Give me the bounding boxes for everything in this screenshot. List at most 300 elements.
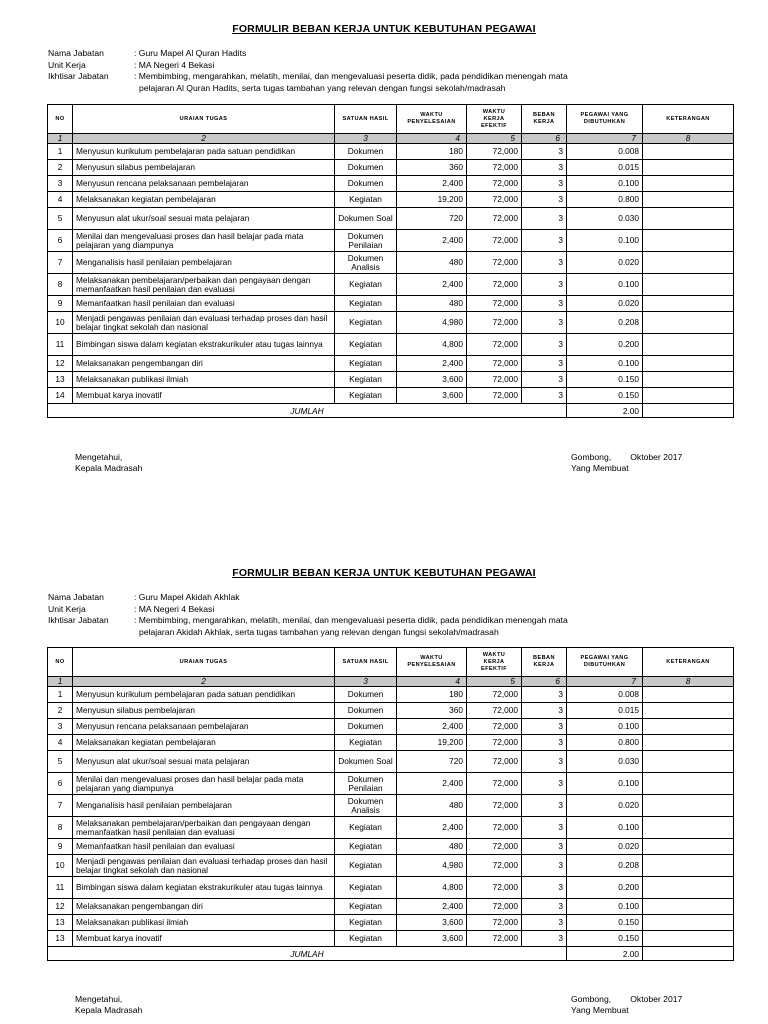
row-waktu-efektif: 72,000 bbox=[467, 144, 522, 160]
row-uraian: Menjadi pengawas penilaian dan evaluasi terhadap proses dan hasil belajar tingkat sekolah dan nasional bbox=[73, 855, 335, 877]
table-row bbox=[48, 356, 734, 372]
workload-table bbox=[47, 104, 734, 418]
row-satuan: Kegiatan bbox=[335, 735, 397, 751]
row-uraian: Membuat karya inovatif bbox=[73, 388, 335, 404]
row-pegawai-dibutuhkan: 0.100 bbox=[567, 356, 643, 372]
jumlah-value: 2.00 bbox=[567, 404, 643, 418]
row-no: 2 bbox=[48, 160, 73, 176]
row-waktu-penyelesaian: 3,600 bbox=[397, 372, 467, 388]
row-waktu-penyelesaian: 4,800 bbox=[397, 334, 467, 356]
row-waktu-penyelesaian: 180 bbox=[397, 687, 467, 703]
row-beban-kerja: 3 bbox=[522, 931, 567, 947]
col-pegawai-header bbox=[567, 648, 643, 677]
row-keterangan bbox=[643, 252, 734, 274]
row-waktu-efektif: 72,000 bbox=[467, 208, 522, 230]
header-line: PENYELESAIAN bbox=[407, 119, 456, 125]
row-waktu-penyelesaian: 2,400 bbox=[397, 719, 467, 735]
row-keterangan bbox=[643, 687, 734, 703]
row-beban-kerja: 3 bbox=[522, 855, 567, 877]
row-uraian: Bimbingan siswa dalam kegiatan ekstrakurikuler atau tugas lainnya bbox=[73, 334, 335, 356]
row-waktu-efektif: 72,000 bbox=[467, 703, 522, 719]
row-waktu-efektif: 72,000 bbox=[467, 735, 522, 751]
row-uraian: Menganalisis hasil penilaian pembelajaran bbox=[73, 252, 335, 274]
table-row bbox=[48, 176, 734, 192]
table-row bbox=[48, 855, 734, 877]
row-satuan: Dokumen Soal bbox=[335, 751, 397, 773]
row-keterangan bbox=[643, 855, 734, 877]
table-row bbox=[48, 915, 734, 931]
row-satuan: Kegiatan bbox=[335, 931, 397, 947]
col-waktu-penyelesaian-header bbox=[397, 648, 467, 677]
row-no: 8 bbox=[48, 274, 73, 296]
row-waktu-penyelesaian: 480 bbox=[397, 252, 467, 274]
row-satuan: Dokumen bbox=[335, 160, 397, 176]
row-no: 12 bbox=[48, 356, 73, 372]
header-line: KERJA bbox=[483, 658, 505, 665]
row-waktu-penyelesaian: 3,600 bbox=[397, 388, 467, 404]
row-no: 5 bbox=[48, 751, 73, 773]
row-beban-kerja: 3 bbox=[522, 252, 567, 274]
row-satuan: Kegiatan bbox=[335, 334, 397, 356]
row-no: 11 bbox=[48, 877, 73, 899]
row-waktu-penyelesaian: 19,200 bbox=[397, 735, 467, 751]
row-beban-kerja: 3 bbox=[522, 687, 567, 703]
row-pegawai-dibutuhkan: 0.150 bbox=[567, 372, 643, 388]
row-waktu-penyelesaian: 180 bbox=[397, 144, 467, 160]
table-row bbox=[48, 773, 734, 795]
table-row bbox=[48, 703, 734, 719]
row-pegawai-dibutuhkan: 0.100 bbox=[567, 176, 643, 192]
row-waktu-efektif: 72,000 bbox=[467, 192, 522, 208]
table-row bbox=[48, 144, 734, 160]
row-no: 3 bbox=[48, 176, 73, 192]
row-beban-kerja: 3 bbox=[522, 144, 567, 160]
row-keterangan bbox=[643, 334, 734, 356]
workload-table bbox=[47, 647, 734, 961]
row-uraian: Melaksanakan pembelajaran/perbaikan dan pengayaan dengan memanfaatkan hasil penilaian dan evaluasi bbox=[73, 274, 335, 296]
row-no: 4 bbox=[48, 192, 73, 208]
row-beban-kerja: 3 bbox=[522, 817, 567, 839]
jumlah-keterangan bbox=[643, 947, 734, 961]
column-number: 7 bbox=[567, 134, 643, 144]
row-waktu-penyelesaian: 720 bbox=[397, 751, 467, 773]
row-beban-kerja: 3 bbox=[522, 296, 567, 312]
row-uraian: Menyusun silabus pembelajaran bbox=[73, 160, 335, 176]
column-number: 7 bbox=[567, 677, 643, 687]
row-uraian: Menilai dan mengevaluasi proses dan hasil belajar pada mata pelajaran yang diampunya bbox=[73, 773, 335, 795]
row-keterangan bbox=[643, 773, 734, 795]
column-number: 5 bbox=[467, 677, 522, 687]
row-no: 7 bbox=[48, 795, 73, 817]
column-number: 3 bbox=[335, 134, 397, 144]
row-pegawai-dibutuhkan: 0.200 bbox=[567, 877, 643, 899]
row-keterangan bbox=[643, 176, 734, 192]
row-beban-kerja: 3 bbox=[522, 915, 567, 931]
ikhtisar-label: Ikhtisar Jabatan bbox=[48, 71, 109, 81]
row-pegawai-dibutuhkan: 0.100 bbox=[567, 230, 643, 252]
column-number: 6 bbox=[522, 677, 567, 687]
row-uraian: Melaksanakan kegiatan pembelajaran bbox=[73, 192, 335, 208]
header-row bbox=[48, 105, 734, 134]
row-uraian: Menyusun alat ukur/soal sesuai mata pelajaran bbox=[73, 751, 335, 773]
row-waktu-efektif: 72,000 bbox=[467, 296, 522, 312]
row-uraian: Menilai dan mengevaluasi proses dan hasil belajar pada mata pelajaran yang diampunya bbox=[73, 230, 335, 252]
column-number: 8 bbox=[643, 677, 734, 687]
row-satuan: Kegiatan bbox=[335, 855, 397, 877]
row-waktu-penyelesaian: 2,400 bbox=[397, 356, 467, 372]
unit-kerja-label: Unit Kerja bbox=[48, 59, 86, 70]
row-satuan: Kegiatan bbox=[335, 388, 397, 404]
form-title: FORMULIR BEBAN KERJA UNTUK KEBUTUHAN PEGAWAI bbox=[232, 567, 536, 579]
row-satuan: Kegiatan bbox=[335, 877, 397, 899]
row-pegawai-dibutuhkan: 0.100 bbox=[567, 719, 643, 735]
row-waktu-penyelesaian: 4,980 bbox=[397, 312, 467, 334]
row-waktu-penyelesaian: 3,600 bbox=[397, 915, 467, 931]
row-beban-kerja: 3 bbox=[522, 703, 567, 719]
table-row bbox=[48, 312, 734, 334]
table-row bbox=[48, 839, 734, 855]
header-line: EFEKTIF bbox=[480, 665, 508, 672]
row-satuan: Dokumen Penilaian bbox=[335, 773, 397, 795]
jumlah-keterangan bbox=[643, 404, 734, 418]
column-number: 2 bbox=[73, 677, 335, 687]
form-meta bbox=[48, 48, 714, 94]
row-no: 3 bbox=[48, 719, 73, 735]
place-date-text: Gombong, Oktober 2017 bbox=[571, 994, 683, 1004]
row-no: 11 bbox=[48, 334, 73, 356]
header-line: WAKTU bbox=[482, 651, 506, 658]
row-pegawai-dibutuhkan: 0.020 bbox=[567, 252, 643, 274]
row-keterangan bbox=[643, 160, 734, 176]
row-waktu-efektif: 72,000 bbox=[467, 274, 522, 296]
row-satuan: Dokumen bbox=[335, 703, 397, 719]
row-no: 12 bbox=[48, 899, 73, 915]
column-number: 1 bbox=[48, 134, 73, 144]
row-uraian: Menyusun kurikulum pembelajaran pada satuan pendidikan bbox=[73, 144, 335, 160]
row-satuan: Kegiatan bbox=[335, 372, 397, 388]
row-keterangan bbox=[643, 899, 734, 915]
row-pegawai-dibutuhkan: 0.100 bbox=[567, 773, 643, 795]
ikhtisar-line-1: : Membimbing, mengarahkan, melatih, menilai, dan mengevaluasi peserta didik, pada pendidikan menengah mata bbox=[134, 71, 568, 81]
table-row bbox=[48, 931, 734, 947]
row-satuan: Kegiatan bbox=[335, 839, 397, 855]
row-waktu-efektif: 72,000 bbox=[467, 372, 522, 388]
row-keterangan bbox=[643, 703, 734, 719]
row-waktu-penyelesaian: 720 bbox=[397, 208, 467, 230]
row-pegawai-dibutuhkan: 0.015 bbox=[567, 160, 643, 176]
row-waktu-efektif: 72,000 bbox=[467, 160, 522, 176]
kepala-madrasah-text: Kepala Madrasah bbox=[75, 463, 143, 473]
table-row bbox=[48, 751, 734, 773]
row-waktu-penyelesaian: 2,400 bbox=[397, 176, 467, 192]
row-beban-kerja: 3 bbox=[522, 356, 567, 372]
row-beban-kerja: 3 bbox=[522, 230, 567, 252]
row-keterangan bbox=[643, 931, 734, 947]
table-row bbox=[48, 372, 734, 388]
row-waktu-efektif: 72,000 bbox=[467, 839, 522, 855]
row-waktu-efektif: 72,000 bbox=[467, 334, 522, 356]
row-waktu-penyelesaian: 4,800 bbox=[397, 877, 467, 899]
row-uraian: Melaksanakan publikasi ilmiah bbox=[73, 372, 335, 388]
row-uraian: Bimbingan siswa dalam kegiatan ekstrakurikuler atau tugas lainnya bbox=[73, 877, 335, 899]
row-no: 8 bbox=[48, 817, 73, 839]
form-title: FORMULIR BEBAN KERJA UNTUK KEBUTUHAN PEGAWAI bbox=[232, 23, 536, 35]
row-satuan: Kegiatan bbox=[335, 817, 397, 839]
row-waktu-efektif: 72,000 bbox=[467, 312, 522, 334]
row-satuan: Kegiatan bbox=[335, 312, 397, 334]
row-keterangan bbox=[643, 230, 734, 252]
row-waktu-efektif: 72,000 bbox=[467, 931, 522, 947]
row-no: 14 bbox=[48, 388, 73, 404]
row-pegawai-dibutuhkan: 0.020 bbox=[567, 296, 643, 312]
nama-jabatan-label: Nama Jabatan bbox=[48, 48, 104, 58]
row-no: 1 bbox=[48, 687, 73, 703]
table-row bbox=[48, 877, 734, 899]
signature-left bbox=[75, 452, 142, 474]
row-satuan: Dokumen Soal bbox=[335, 208, 397, 230]
jumlah-label: JUMLAH bbox=[48, 947, 567, 961]
row-pegawai-dibutuhkan: 0.800 bbox=[567, 192, 643, 208]
jumlah-label: JUMLAH bbox=[48, 404, 567, 418]
row-uraian: Memanfaatkan hasil penilaian dan evaluasi bbox=[73, 839, 335, 855]
row-no: 6 bbox=[48, 773, 73, 795]
row-waktu-penyelesaian: 480 bbox=[397, 839, 467, 855]
row-waktu-efektif: 72,000 bbox=[467, 855, 522, 877]
header-line: BEBAN bbox=[533, 112, 555, 118]
col-beban-header bbox=[522, 105, 567, 134]
row-satuan: Kegiatan bbox=[335, 899, 397, 915]
nama-jabatan-label: Nama Jabatan bbox=[48, 592, 104, 602]
col-beban-header bbox=[522, 648, 567, 677]
row-waktu-efektif: 72,000 bbox=[467, 795, 522, 817]
row-beban-kerja: 3 bbox=[522, 192, 567, 208]
table-row bbox=[48, 817, 734, 839]
row-uraian: Melaksanakan pembelajaran/perbaikan dan pengayaan dengan memanfaatkan hasil penilaian dan evaluasi bbox=[73, 817, 335, 839]
table-row bbox=[48, 687, 734, 703]
unit-kerja-value: : MA Negeri 4 Bekasi bbox=[134, 59, 215, 70]
row-pegawai-dibutuhkan: 0.008 bbox=[567, 144, 643, 160]
row-satuan: Kegiatan bbox=[335, 296, 397, 312]
row-pegawai-dibutuhkan: 0.100 bbox=[567, 274, 643, 296]
row-no: 6 bbox=[48, 230, 73, 252]
column-number: 4 bbox=[397, 134, 467, 144]
col-uraian-header: URAIAN TUGAS bbox=[73, 105, 335, 134]
table-row bbox=[48, 388, 734, 404]
row-pegawai-dibutuhkan: 0.030 bbox=[567, 751, 643, 773]
col-satuan-header: SATUAN HASIL bbox=[335, 105, 397, 134]
row-waktu-efektif: 72,000 bbox=[467, 719, 522, 735]
row-uraian: Menyusun alat ukur/soal sesuai mata pelajaran bbox=[73, 208, 335, 230]
row-beban-kerja: 3 bbox=[522, 899, 567, 915]
header-line: DIBUTUHKAN bbox=[583, 119, 626, 125]
row-satuan: Dokumen bbox=[335, 176, 397, 192]
row-satuan: Kegiatan bbox=[335, 915, 397, 931]
row-keterangan bbox=[643, 719, 734, 735]
header-line: PEGAWAI YANG bbox=[580, 112, 629, 118]
kepala-madrasah-text: Kepala Madrasah bbox=[75, 1005, 143, 1015]
table-row bbox=[48, 795, 734, 817]
row-uraian: Menyusun rencana pelaksanaan pembelajaran bbox=[73, 176, 335, 192]
row-satuan: Dokumen bbox=[335, 144, 397, 160]
row-uraian: Menganalisis hasil penilaian pembelajaran bbox=[73, 795, 335, 817]
row-beban-kerja: 3 bbox=[522, 334, 567, 356]
yang-membuat-text: Yang Membuat bbox=[571, 1005, 629, 1015]
col-keterangan-header: KETERANGAN bbox=[643, 105, 734, 134]
table-row bbox=[48, 735, 734, 751]
nama-jabatan-value: : Guru Mapel Al Quran Hadits bbox=[134, 48, 247, 58]
row-uraian: Melaksanakan publikasi ilmiah bbox=[73, 915, 335, 931]
row-satuan: Kegiatan bbox=[335, 274, 397, 296]
column-number: 2 bbox=[73, 134, 335, 144]
row-pegawai-dibutuhkan: 0.100 bbox=[567, 899, 643, 915]
row-waktu-efektif: 72,000 bbox=[467, 773, 522, 795]
col-waktu-penyelesaian-header bbox=[397, 105, 467, 134]
row-waktu-efektif: 72,000 bbox=[467, 899, 522, 915]
signature-right bbox=[571, 452, 682, 474]
row-pegawai-dibutuhkan: 0.020 bbox=[567, 795, 643, 817]
row-waktu-penyelesaian: 480 bbox=[397, 795, 467, 817]
row-uraian: Melaksanakan kegiatan pembelajaran bbox=[73, 735, 335, 751]
table-row bbox=[48, 252, 734, 274]
col-waktu-efektif-header bbox=[467, 105, 522, 134]
row-beban-kerja: 3 bbox=[522, 735, 567, 751]
signature-left bbox=[75, 994, 142, 1016]
row-keterangan bbox=[643, 372, 734, 388]
column-number: 8 bbox=[643, 134, 734, 144]
ikhtisar-line-2: pelajaran Akidah Akhlak, serta tugas tambahan yang relevan dengan fungsi sekolah/madrasah bbox=[139, 626, 499, 637]
row-keterangan bbox=[643, 296, 734, 312]
header-line: EFEKTIF bbox=[480, 122, 508, 129]
row-beban-kerja: 3 bbox=[522, 839, 567, 855]
row-pegawai-dibutuhkan: 0.800 bbox=[567, 735, 643, 751]
row-uraian: Menjadi pengawas penilaian dan evaluasi terhadap proses dan hasil belajar tingkat sekolah dan nasional bbox=[73, 312, 335, 334]
col-keterangan-header: KETERANGAN bbox=[643, 648, 734, 677]
yang-membuat-text: Yang Membuat bbox=[571, 463, 629, 473]
column-number-row bbox=[48, 134, 734, 144]
row-no: 1 bbox=[48, 144, 73, 160]
row-waktu-penyelesaian: 2,400 bbox=[397, 817, 467, 839]
row-beban-kerja: 3 bbox=[522, 160, 567, 176]
row-pegawai-dibutuhkan: 0.200 bbox=[567, 334, 643, 356]
row-beban-kerja: 3 bbox=[522, 274, 567, 296]
row-pegawai-dibutuhkan: 0.150 bbox=[567, 931, 643, 947]
table-row bbox=[48, 719, 734, 735]
row-no: 5 bbox=[48, 208, 73, 230]
header-line: BEBAN bbox=[533, 655, 555, 661]
table-row bbox=[48, 208, 734, 230]
row-no: 7 bbox=[48, 252, 73, 274]
column-number-row bbox=[48, 677, 734, 687]
row-keterangan bbox=[643, 839, 734, 855]
row-beban-kerja: 3 bbox=[522, 208, 567, 230]
row-uraian: Melaksanakan pengembangan diri bbox=[73, 356, 335, 372]
col-satuan-header: SATUAN HASIL bbox=[335, 648, 397, 677]
column-number: 6 bbox=[522, 134, 567, 144]
row-no: 10 bbox=[48, 312, 73, 334]
place-date-text: Gombong, Oktober 2017 bbox=[571, 452, 683, 462]
mengetahui-text: Mengetahui, bbox=[75, 452, 123, 462]
row-waktu-efektif: 72,000 bbox=[467, 356, 522, 372]
row-satuan: Dokumen Analisis bbox=[335, 252, 397, 274]
col-no-header: NO bbox=[48, 105, 73, 134]
row-satuan: Kegiatan bbox=[335, 192, 397, 208]
col-waktu-efektif-header bbox=[467, 648, 522, 677]
header-line: KERJA bbox=[533, 662, 555, 668]
row-waktu-penyelesaian: 2,400 bbox=[397, 230, 467, 252]
row-pegawai-dibutuhkan: 0.030 bbox=[567, 208, 643, 230]
row-keterangan bbox=[643, 192, 734, 208]
row-satuan: Dokumen bbox=[335, 719, 397, 735]
row-pegawai-dibutuhkan: 0.208 bbox=[567, 855, 643, 877]
header-row bbox=[48, 648, 734, 677]
row-waktu-penyelesaian: 3,600 bbox=[397, 931, 467, 947]
row-beban-kerja: 3 bbox=[522, 719, 567, 735]
row-keterangan bbox=[643, 915, 734, 931]
col-no-header: NO bbox=[48, 648, 73, 677]
row-keterangan bbox=[643, 795, 734, 817]
row-waktu-efektif: 72,000 bbox=[467, 252, 522, 274]
row-no: 2 bbox=[48, 703, 73, 719]
column-number: 4 bbox=[397, 677, 467, 687]
row-waktu-efektif: 72,000 bbox=[467, 817, 522, 839]
row-keterangan bbox=[643, 735, 734, 751]
row-no: 9 bbox=[48, 296, 73, 312]
row-keterangan bbox=[643, 751, 734, 773]
header-line: KERJA bbox=[483, 115, 505, 122]
row-keterangan bbox=[643, 877, 734, 899]
column-number: 5 bbox=[467, 134, 522, 144]
jumlah-row bbox=[48, 404, 734, 418]
row-no: 10 bbox=[48, 855, 73, 877]
row-no: 4 bbox=[48, 735, 73, 751]
ikhtisar-label: Ikhtisar Jabatan bbox=[48, 615, 109, 625]
row-keterangan bbox=[643, 208, 734, 230]
row-satuan: Dokumen Analisis bbox=[335, 795, 397, 817]
ikhtisar-line-1: : Membimbing, mengarahkan, melatih, menilai, dan mengevaluasi peserta didik, pada pendidikan menengah mata bbox=[134, 615, 568, 625]
col-uraian-header: URAIAN TUGAS bbox=[73, 648, 335, 677]
row-pegawai-dibutuhkan: 0.008 bbox=[567, 687, 643, 703]
col-pegawai-header bbox=[567, 105, 643, 134]
row-satuan: Dokumen Penilaian bbox=[335, 230, 397, 252]
row-uraian: Menyusun kurikulum pembelajaran pada satuan pendidikan bbox=[73, 687, 335, 703]
row-no: 9 bbox=[48, 839, 73, 855]
row-beban-kerja: 3 bbox=[522, 372, 567, 388]
row-uraian: Memanfaatkan hasil penilaian dan evaluasi bbox=[73, 296, 335, 312]
row-keterangan bbox=[643, 312, 734, 334]
row-pegawai-dibutuhkan: 0.100 bbox=[567, 817, 643, 839]
row-beban-kerja: 3 bbox=[522, 312, 567, 334]
row-waktu-penyelesaian: 19,200 bbox=[397, 192, 467, 208]
row-waktu-penyelesaian: 480 bbox=[397, 296, 467, 312]
row-no: 13 bbox=[48, 915, 73, 931]
unit-kerja-value: : MA Negeri 4 Bekasi bbox=[134, 603, 215, 614]
jumlah-row bbox=[48, 947, 734, 961]
table-row bbox=[48, 192, 734, 208]
row-uraian: Menyusun silabus pembelajaran bbox=[73, 703, 335, 719]
jumlah-value: 2.00 bbox=[567, 947, 643, 961]
header-line: PENYELESAIAN bbox=[407, 662, 456, 668]
row-no: 13 bbox=[48, 372, 73, 388]
row-waktu-penyelesaian: 360 bbox=[397, 703, 467, 719]
row-satuan: Kegiatan bbox=[335, 356, 397, 372]
row-waktu-efektif: 72,000 bbox=[467, 751, 522, 773]
header-line: PEGAWAI YANG bbox=[580, 655, 629, 661]
table-row bbox=[48, 334, 734, 356]
table-row bbox=[48, 296, 734, 312]
row-keterangan bbox=[643, 388, 734, 404]
row-waktu-efektif: 72,000 bbox=[467, 915, 522, 931]
row-waktu-penyelesaian: 2,400 bbox=[397, 899, 467, 915]
